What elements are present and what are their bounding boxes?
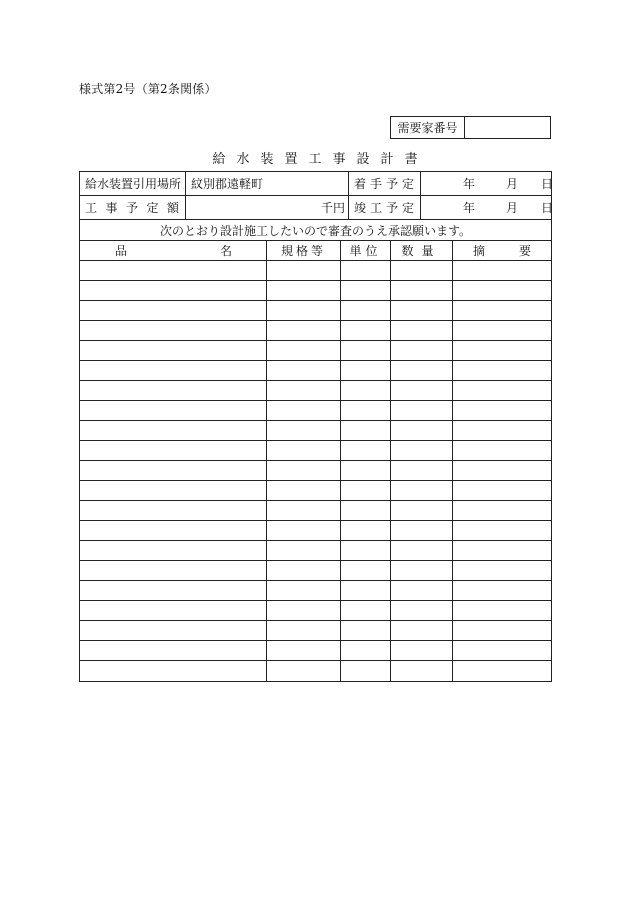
spec-cell[interactable] [267,621,341,640]
remarks-cell[interactable] [453,621,551,640]
finish-label-char: 竣 [354,201,367,215]
item-name-cell[interactable] [80,361,267,380]
remarks-cell[interactable] [453,641,551,660]
location-value[interactable]: 紋別郡遠軽町 [186,172,349,195]
item-name-cell[interactable] [80,461,267,480]
document-title [0,148,630,167]
spec-cell[interactable] [267,461,341,480]
remarks-cell[interactable] [453,341,551,360]
table-row [80,441,551,461]
table-row [80,561,551,581]
table-row [80,461,551,481]
quantity-cell[interactable] [391,621,453,640]
start-date-label [349,172,421,195]
item-name-cell[interactable] [80,321,267,340]
finish-year-label: 年 [463,201,476,215]
customer-number-box [390,116,551,139]
spec-cell[interactable] [267,401,341,420]
cost-label-char: 予 [125,201,138,215]
cost-label-char: 工 [85,201,98,215]
header-unit: 単位 [341,241,391,260]
table-body [80,261,551,681]
start-label-char: 予 [385,177,398,191]
table-row [80,381,551,401]
header-item-name [80,241,267,260]
document-title-text: 給水装置工事設計書 [212,152,429,167]
table-row [80,301,551,321]
spec-cell[interactable] [267,321,341,340]
table-row [80,661,551,681]
quantity-cell[interactable] [391,521,453,540]
item-name-cell[interactable] [80,641,267,660]
customer-number-label: 需要家番号 [391,117,465,138]
table-row [80,321,551,341]
header-name-left: 品 [115,244,128,258]
quantity-cell[interactable] [391,661,453,681]
quantity-cell[interactable] [391,641,453,660]
finish-date-label [349,196,421,219]
item-name-cell[interactable] [80,501,267,520]
remarks-cell[interactable] [453,261,551,280]
table-header [80,241,551,261]
unit-cell[interactable] [341,621,391,640]
table-row [80,421,551,441]
quantity-cell[interactable] [391,301,453,320]
quantity-cell[interactable] [391,381,453,400]
spec-cell[interactable] [267,501,341,520]
header-name-right: 名 [219,244,232,258]
spec-cell[interactable] [267,441,341,460]
item-name-cell[interactable] [80,661,267,681]
table-row [80,481,551,501]
table-row [80,281,551,301]
item-name-cell[interactable] [80,541,267,560]
remarks-cell[interactable] [453,521,551,540]
spec-cell[interactable] [267,301,341,320]
cost-label-char: 額 [166,201,179,215]
remarks-cell[interactable] [453,461,551,480]
finish-label-char: 工 [369,201,382,215]
quantity-cell[interactable] [391,481,453,500]
unit-cell[interactable] [341,341,391,360]
form-reference: 様式第2号（第2条関係） [79,82,217,96]
cost-unit: 千円 [320,201,345,215]
remarks-cell[interactable] [453,541,551,560]
spec-cell[interactable] [267,641,341,660]
table-row [80,641,551,661]
cost-value[interactable] [186,196,349,219]
unit-cell[interactable] [341,561,391,580]
quantity-cell[interactable] [391,421,453,440]
spec-cell[interactable] [267,481,341,500]
spec-cell[interactable] [267,561,341,580]
spec-cell[interactable] [267,261,341,280]
start-date-field[interactable] [421,172,554,195]
quantity-cell[interactable] [391,581,453,600]
cost-label-char: 事 [105,201,118,215]
unit-cell[interactable] [341,581,391,600]
unit-cell[interactable] [341,361,391,380]
remarks-cell[interactable] [453,421,551,440]
table-row [80,341,551,361]
table-row [80,581,551,601]
spec-cell[interactable] [267,541,341,560]
start-day-label: 日 [541,177,554,191]
unit-cell[interactable] [341,401,391,420]
spec-cell[interactable] [267,421,341,440]
remarks-cell[interactable] [453,401,551,420]
start-month-label: 月 [506,177,519,191]
info-row-location [80,172,554,196]
header-quantity: 数量 [391,241,453,260]
quantity-cell[interactable] [391,441,453,460]
item-name-cell[interactable] [80,261,267,280]
item-name-cell[interactable] [80,581,267,600]
finish-date-field[interactable] [421,196,554,219]
quantity-cell[interactable] [391,401,453,420]
item-name-cell[interactable] [80,441,267,460]
finish-day-label: 日 [541,201,554,215]
quantity-cell[interactable] [391,601,453,620]
quantity-cell[interactable] [391,361,453,380]
remarks-cell[interactable] [453,561,551,580]
finish-label-char: 定 [401,201,414,215]
cost-label-char: 定 [146,201,159,215]
spec-cell[interactable] [267,661,341,681]
quantity-cell[interactable] [391,461,453,480]
remarks-cell[interactable] [453,581,551,600]
remarks-cell[interactable] [453,301,551,320]
unit-cell[interactable] [341,381,391,400]
spec-cell[interactable] [267,381,341,400]
cost-label [80,196,186,219]
item-name-cell[interactable] [80,481,267,500]
table-row [80,621,551,641]
table-row [80,501,551,521]
start-year-label: 年 [463,177,476,191]
item-name-cell[interactable] [80,621,267,640]
quantity-cell[interactable] [391,261,453,280]
remarks-cell[interactable] [453,661,551,681]
location-label: 給水装置引用場所 [80,172,186,195]
approval-notice: 次のとおり設計施工したいので審査のうえ承認願います。 [80,220,551,241]
remarks-cell[interactable] [453,481,551,500]
unit-cell[interactable] [341,321,391,340]
header-remarks [453,241,551,260]
spec-cell[interactable] [267,341,341,360]
remarks-cell[interactable] [453,501,551,520]
unit-cell[interactable] [341,521,391,540]
table-row [80,361,551,381]
unit-cell[interactable] [341,301,391,320]
remarks-cell[interactable] [453,381,551,400]
unit-cell[interactable] [341,501,391,520]
unit-cell[interactable] [341,461,391,480]
spec-cell[interactable] [267,601,341,620]
quantity-cell[interactable] [391,501,453,520]
remarks-cell[interactable] [453,601,551,620]
header-spec: 規格等 [267,241,341,260]
quantity-cell[interactable] [391,321,453,340]
quantity-cell[interactable] [391,561,453,580]
item-name-cell[interactable] [80,341,267,360]
info-row-cost [80,196,554,220]
header-remarks-left: 摘 [473,244,486,258]
item-name-cell[interactable] [80,401,267,420]
unit-cell[interactable] [341,281,391,300]
finish-month-label: 月 [506,201,519,215]
table-row [80,601,551,621]
finish-label-char: 予 [385,201,398,215]
start-label-char: 定 [401,177,414,191]
item-name-cell[interactable] [80,561,267,580]
unit-cell[interactable] [341,641,391,660]
table-row [80,521,551,541]
unit-cell[interactable] [341,441,391,460]
item-name-cell[interactable] [80,601,267,620]
unit-cell[interactable] [341,541,391,560]
table-row [80,401,551,421]
start-label-char: 手 [369,177,382,191]
spec-cell[interactable] [267,581,341,600]
item-name-cell[interactable] [80,421,267,440]
table-row [80,261,551,281]
item-name-cell[interactable] [80,301,267,320]
design-sheet [79,171,552,682]
quantity-cell[interactable] [391,281,453,300]
item-name-cell[interactable] [80,281,267,300]
remarks-cell[interactable] [453,281,551,300]
start-label-char: 着 [354,177,367,191]
spec-cell[interactable] [267,281,341,300]
item-name-cell[interactable] [80,381,267,400]
customer-number-field[interactable] [465,117,550,138]
unit-cell[interactable] [341,261,391,280]
header-remarks-right: 要 [518,244,531,258]
remarks-cell[interactable] [453,321,551,340]
remarks-cell[interactable] [453,441,551,460]
unit-cell[interactable] [341,661,391,681]
quantity-cell[interactable] [391,341,453,360]
spec-cell[interactable] [267,521,341,540]
unit-cell[interactable] [341,601,391,620]
item-name-cell[interactable] [80,521,267,540]
unit-cell[interactable] [341,421,391,440]
quantity-cell[interactable] [391,541,453,560]
remarks-cell[interactable] [453,361,551,380]
spec-cell[interactable] [267,361,341,380]
unit-cell[interactable] [341,481,391,500]
table-row [80,541,551,561]
